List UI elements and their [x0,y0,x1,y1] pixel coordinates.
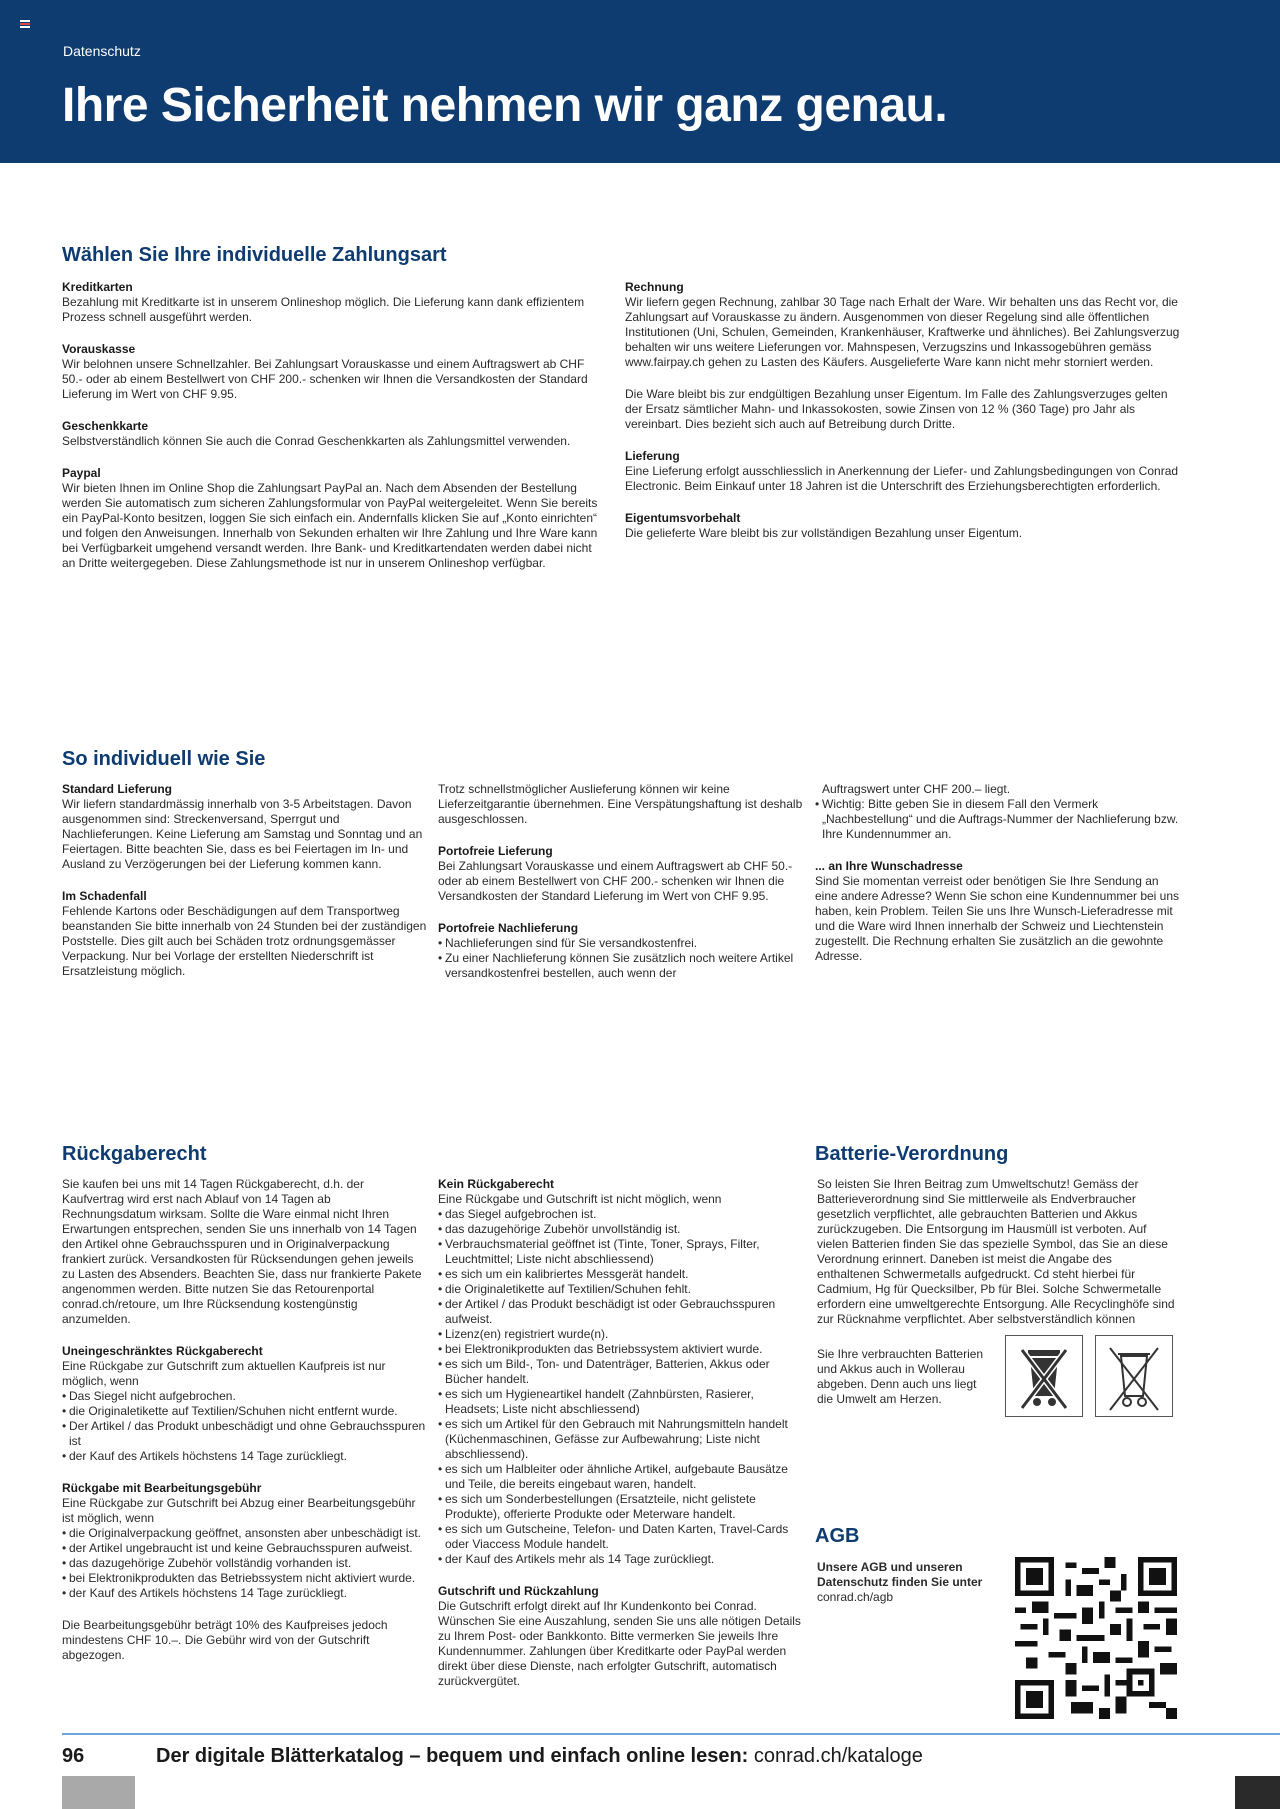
header-banner [0,0,1280,163]
list-item: • Lizenz(en) registriert wurde(n). [438,1327,803,1342]
list-item: • das dazugehörige Zubehör vollständig vorhanden ist. [62,1556,427,1571]
agb-text: Unsere AGB und unseren Datenschutz finden Sie unter [817,1560,983,1589]
block-text: Bei Zahlungsart Vorauskasse und einem Auftragswert ab CHF 50.- oder ab einem Bestellwert von CHF 200.- schenken wir Ihnen die Versandkosten der Standard Lieferung im Wert von CHF 9.95. [438,859,793,903]
crossed-bin-filled-icon [1005,1335,1083,1417]
list-item: • der Kauf des Artikels mehr als 14 Tage zurückliegt. [438,1552,803,1567]
page-number: 96 [62,1745,85,1767]
page-headline: Ihre Sicherheit nehmen wir ganz genau. [62,79,948,132]
payment-text: Eine Lieferung erfolgt ausschliesslich in Anerkennung der Liefer- und Zahlungsbedingungen von Conrad Electronic. Beim Einkauf unter 18 Jahren ist die Unterschrift des Erziehungsberechtigten erforderlich. [625,464,1179,493]
list-item: • bei Elektronikprodukten das Betriebssystem aktiviert wurde. [438,1342,803,1357]
block-title: Uneingeschränktes Rückgaberecht [62,1344,263,1358]
list-item: • die Originaletikette auf Textilien/Schuhen fehlt. [438,1282,803,1297]
payment-text: Wir liefern gegen Rechnung, zahlbar 30 Tage nach Erhalt der Ware. Wir behalten uns das Recht vor, die Zahlungsart auf Vorauskasse zu ändern. Ausgenommen von dieser Regelung sind alle öffentlichen Institutionen (Uni, Schulen, Gemeinden, Krankenhäuser, Kraftwerke und ähnliches). Bei Zahlungsverzug behalten wir uns weitere Lieferungen vor. Mahnspesen, Verzugszins und Inkassogebühren gemäss www.fairpay.ch gehen zu Lasten des Käufers. Ausgelieferte Ware kann nicht mehr storniert werden. [625,295,1180,369]
block-text: Auftragswert unter CHF 200.– liegt. [822,782,1011,796]
list-item: • es sich um ein kalibriertes Messgerät handelt. [438,1267,803,1282]
unlimited-list [62,1389,427,1464]
block-text: Wir liefern standardmässig innerhalb von 3-5 Arbeitstagen. Davon ausgenommen sind: Streckenversand, Sperrgut und Nachlieferungen. Keine Lieferung am Samstag und Sonntag und an Feiertagen. Bitte beachten Sie, dass es bei Feiertagen im In- und Ausland zu Verzögerungen bei der Lieferung kommen kann. [62,797,423,871]
tagline-text: Der digitale Blätterkatalog – bequem und einfach online lesen: [156,1745,749,1767]
block-text: Trotz schnellstmöglicher Auslieferung können wir keine Lieferzeitgarantie übernehmen. Eine Verspätungshaftung ist deshalb ausgeschlossen. [438,782,803,826]
block-title: Kein Rückgaberecht [438,1177,555,1191]
list-item: • es sich um Gutscheine, Telefon- und Daten Karten, Travel-Cards oder Viaccess Module handelt. [438,1522,803,1552]
wichtig-list [815,797,1180,842]
block-title: Im Schadenfall [62,889,147,903]
qr-code[interactable] [1015,1557,1177,1719]
block-text: Die Bearbeitungsgebühr beträgt 10% des Kaufpreises jedoch mindestens CHF 10.–. Die Gebühr wird von der Gutschrift abgezogen. [62,1618,388,1662]
crossed-bin-outline-icon [1095,1335,1173,1417]
block-text: Eine Rückgabe und Gutschrift ist nicht möglich, wenn [438,1192,722,1206]
list-item: • Verbrauchsmaterial geöffnet ist (Tinte, Toner, Sprays, Filter, Leuchtmittel; Liste nicht abschliessend) [438,1237,803,1267]
list-item: • es sich um Sonderbestellungen (Ersatzteile, nicht gelistete Produkte), offerierte Produkte oder Meterware handelt. [438,1492,803,1522]
payment-text: Die gelieferte Ware bleibt bis zur vollständigen Bezahlung unser Eigentum. [625,526,1023,540]
block-text: Sind Sie momentan verreist oder benötigen Sie Ihre Sendung an eine andere Adresse? Wenn Sie schon eine Kundennummer bei uns haben, kein Problem. Teilen Sie uns Ihre Wunsch-Lieferadresse mit und die Ware wird Ihnen innerhalb der Schweiz und Liechtenstein zugestellt. Die Rechnung erhalten Sie zusätzlich an die gewohnte Adresse. [815,874,1180,963]
payment-title: Vorauskasse [62,342,136,356]
list-item: • es sich um Bild-, Ton- und Datenträger, Batterien, Akkus oder Bücher handelt. [438,1357,803,1387]
return-column-2 [438,1177,803,1706]
list-item: • Das Siegel nicht aufgebrochen. [62,1389,427,1404]
payment-text: Wir bieten Ihnen im Online Shop die Zahlungsart PayPal an. Nach dem Absenden der Bestellung werden Sie automatisch zum sicheren Zahlungsformular von PayPal weitergeleitet. Wenn Sie bereits ein PayPal-Konto besitzen, loggen Sie sich einfach ein. Andernfalls klicken Sie auf „Konto einrichten“ und folgen den Anweisungen. Innerhalb von Sekunden erhalten wir Ihre Zahlung und Ihre Ware kann bei Verfügbarkeit umgehend versandt werden. Ihre Bank- und Kreditkartendaten werden dabei nicht an Dritte weitergegeben. Diese Zahlungsmethode ist nur in unserem Onlineshop verfügbar. [62,481,598,570]
payment-title: Lieferung [625,449,680,463]
individual-column-3 [815,782,1180,981]
payment-text: Selbstverständlich können Sie auch die Conrad Geschenkkarten als Zahlungsmittel verwenden. [62,434,571,448]
list-item: • Der Artikel / das Produkt unbeschädigt und ohne Gebrauchsspuren ist [62,1419,427,1449]
payment-title: Eigentumsvorbehalt [625,511,741,525]
payment-right-column [625,280,1180,558]
block-title: Gutschrift und Rückzahlung [438,1584,599,1598]
individual-column-1 [62,782,427,996]
block-text: Die Gutschrift erfolgt direkt auf Ihr Kundenkonto bei Conrad. Wünschen Sie eine Auszahlung, senden Sie uns alle nötigen Details zu Ihrem Post- oder Bankkonto. Bitte vermerken Sie jeweils Ihre Kundennummer. Zahlungen über Kreditkarte oder PayPal werden direkt über diese Dienste, nach erfolgter Gutschrift, automatisch zurückvergütet. [438,1599,801,1688]
block-title: Rückgabe mit Bearbeitungsgebühr [62,1481,262,1495]
nachlieferung-list [438,936,803,981]
footer-tagline [156,1745,923,1768]
block-title: Portofreie Lieferung [438,844,553,858]
block-title: ... an Ihre Wunschadresse [815,859,963,873]
list-item: • es sich um Hygieneartikel handelt (Zahnbürsten, Rasierer, Headsets; Liste nicht abschliessend) [438,1387,803,1417]
payment-heading: Wählen Sie Ihre individuelle Zahlungsart [62,244,447,266]
list-item: • das Siegel aufgebrochen ist. [438,1207,803,1222]
page-tab [62,1776,135,1809]
payment-text: Die Ware bleibt bis zur endgültigen Bezahlung unser Eigentum. Im Falle des Zahlungsverzuges gelten der Ersatz sämtlicher Mahn- und Inkassokosten, sowie Zinsen von 12 % (360 Tage) pro Jahr als vereinbart. Dies bezieht sich auch auf Betreibung durch Dritte. [625,387,1168,431]
payment-title: Geschenkkarte [62,419,149,433]
list-item: • es sich um Halbleiter oder ähnliche Artikel, aufgebaute Bausätze und Teile, die bereits eingebaut waren, handelt. [438,1462,803,1492]
list-item: • es sich um Artikel für den Gebrauch mit Nahrungsmitteln handelt (Küchenmaschinen, Gefässe zur Aufbewahrung; Liste nicht abschliessend). [438,1417,803,1462]
block-title: Portofreie Nachlieferung [438,921,579,935]
fee-list [62,1526,427,1601]
payment-title: Kreditkarten [62,280,133,294]
agb-link[interactable]: conrad.ch/agb [817,1590,894,1604]
payment-left-column [62,280,602,588]
battery-text: So leisten Sie Ihren Beitrag zum Umweltschutz! Gemäss der Batterieverordnung sind Sie mittlerweile als Endverbraucher gesetzlich verpflichtet, alle gebrauchten Batterien und Akkus zurückzugeben. Die Entsorgung im Hausmüll ist verboten. Auf vielen Batterien finden Sie das spezielle Symbol, das Sie an diese Verordnung erinnert. Daneben ist meist die Angabe des enthaltenen Schwermetalls aufgedruckt. Cd steht hierbei für Cadmium, Hg für Quecksilber, Pb für Blei. Solche Schwermetalle erfordern eine umweltgerechte Entsorgung. Alle Recyclinghöfe sind zur Rücknahme verpflichtet. Aber selbstverständlich können [817,1177,1175,1326]
block-text: Eine Rückgabe zur Gutschrift zum aktuellen Kaufpreis ist nur möglich, wenn [62,1359,386,1388]
agb-heading: AGB [815,1525,860,1547]
list-item: • Zu einer Nachlieferung können Sie zusätzlich noch weitere Artikel versandkostenfrei bestellen, auch wenn der [438,951,803,981]
battery-side-text: Sie Ihre verbrauchten Batterien und Akkus auch in Wollerau abgeben. Denn auch uns liegt die Umwelt am Herzen. [817,1347,984,1406]
block-text: Eine Rückgabe zur Gutschrift bei Abzug einer Bearbeitungsgebühr ist möglich, wenn [62,1496,416,1525]
payment-title: Rechnung [625,280,684,294]
list-item: • Wichtig: Bitte geben Sie in diesem Fall den Vermerk „Nachbestellung“ und die Auftrags-Nummer der Nachlieferung bzw. Ihre Kundennummer an. [815,797,1180,842]
block-title: Standard Lieferung [62,782,173,796]
list-item: • der Artikel / das Produkt beschädigt ist oder Gebrauchsspuren aufweist. [438,1297,803,1327]
list-item: • der Artikel ungebraucht ist und keine Gebrauchsspuren aufweist. [62,1541,427,1556]
list-item: • bei Elektronikprodukten das Betriebssystem nicht aktiviert wurde. [62,1571,427,1586]
return-column-1 [62,1177,427,1680]
tagline-link[interactable]: conrad.ch/kataloge [748,1745,923,1767]
list-item: • Nachlieferungen sind für Sie versandkostenfrei. [438,936,803,951]
payment-text: Bezahlung mit Kreditkarte ist in unserem Onlineshop möglich. Die Lieferung kann dank effizientem Prozess schnell ausgeführt werden. [62,295,585,324]
battery-heading: Batterie-Verordnung [815,1143,1009,1165]
payment-title: Paypal [62,466,101,480]
block-text: Sie kaufen bei uns mit 14 Tagen Rückgaberecht, d.h. der Kaufvertrag wird erst nach Ablauf von 14 Tagen ab Rechnungsdatum wirksam. Sollte die Ware einmal nicht Ihren Erwartungen entsprechen, senden Sie uns innerhalb von 14 Tagen den Artikel ohne Gebrauchsspuren und in Originalverpackung frankiert zurück. Versandkosten für Rücksendungen gehen jeweils zu Lasten des Absenders. Beachten Sie, dass nur frankierte Pakete angenommen werden. Bitte nutzen Sie das Retourenportal conrad.ch/retoure, um Ihre Rücksendung kostengünstig anzumelden. [62,1177,422,1326]
return-heading: Rückgaberecht [62,1143,207,1165]
list-item: • der Kauf des Artikels höchstens 14 Tage zurückliegt. [62,1449,427,1464]
section-kicker: Datenschutz [63,43,141,59]
individual-column-2 [438,782,803,998]
individual-heading: So individuell wie Sie [62,748,266,770]
footer-rule [62,1733,1280,1735]
flag-icon [20,20,30,30]
page-tab-dark [1235,1776,1280,1809]
list-item: • die Originaletikette auf Textilien/Schuhen nicht entfernt wurde. [62,1404,427,1419]
no-return-list [438,1207,803,1567]
list-item: • der Kauf des Artikels höchstens 14 Tage zurückliegt. [62,1586,427,1601]
list-item: • die Originalverpackung geöffnet, ansonsten aber unbeschädigt ist. [62,1526,427,1541]
payment-text: Wir belohnen unsere Schnellzahler. Bei Zahlungsart Vorauskasse und einem Auftragswert ab CHF 50.- oder ab einem Bestellwert von CHF 200.- schenken wir Ihnen die Versandkosten der Standard Lieferung im Wert von CHF 9.95. [62,357,588,401]
agb-info [817,1560,997,1605]
list-item: • das dazugehörige Zubehör unvollständig ist. [438,1222,803,1237]
block-text: Fehlende Kartons oder Beschädigungen auf dem Transportweg beanstanden Sie bitte innerhalb von 24 Stunden bei der zuständigen Poststelle. Dies gilt auch bei Schäden trotz ordnungsgemässer Verpackung. Nur bei Vorlage der erstellten Niederschrift ist Ersatzleistung möglich. [62,904,427,978]
